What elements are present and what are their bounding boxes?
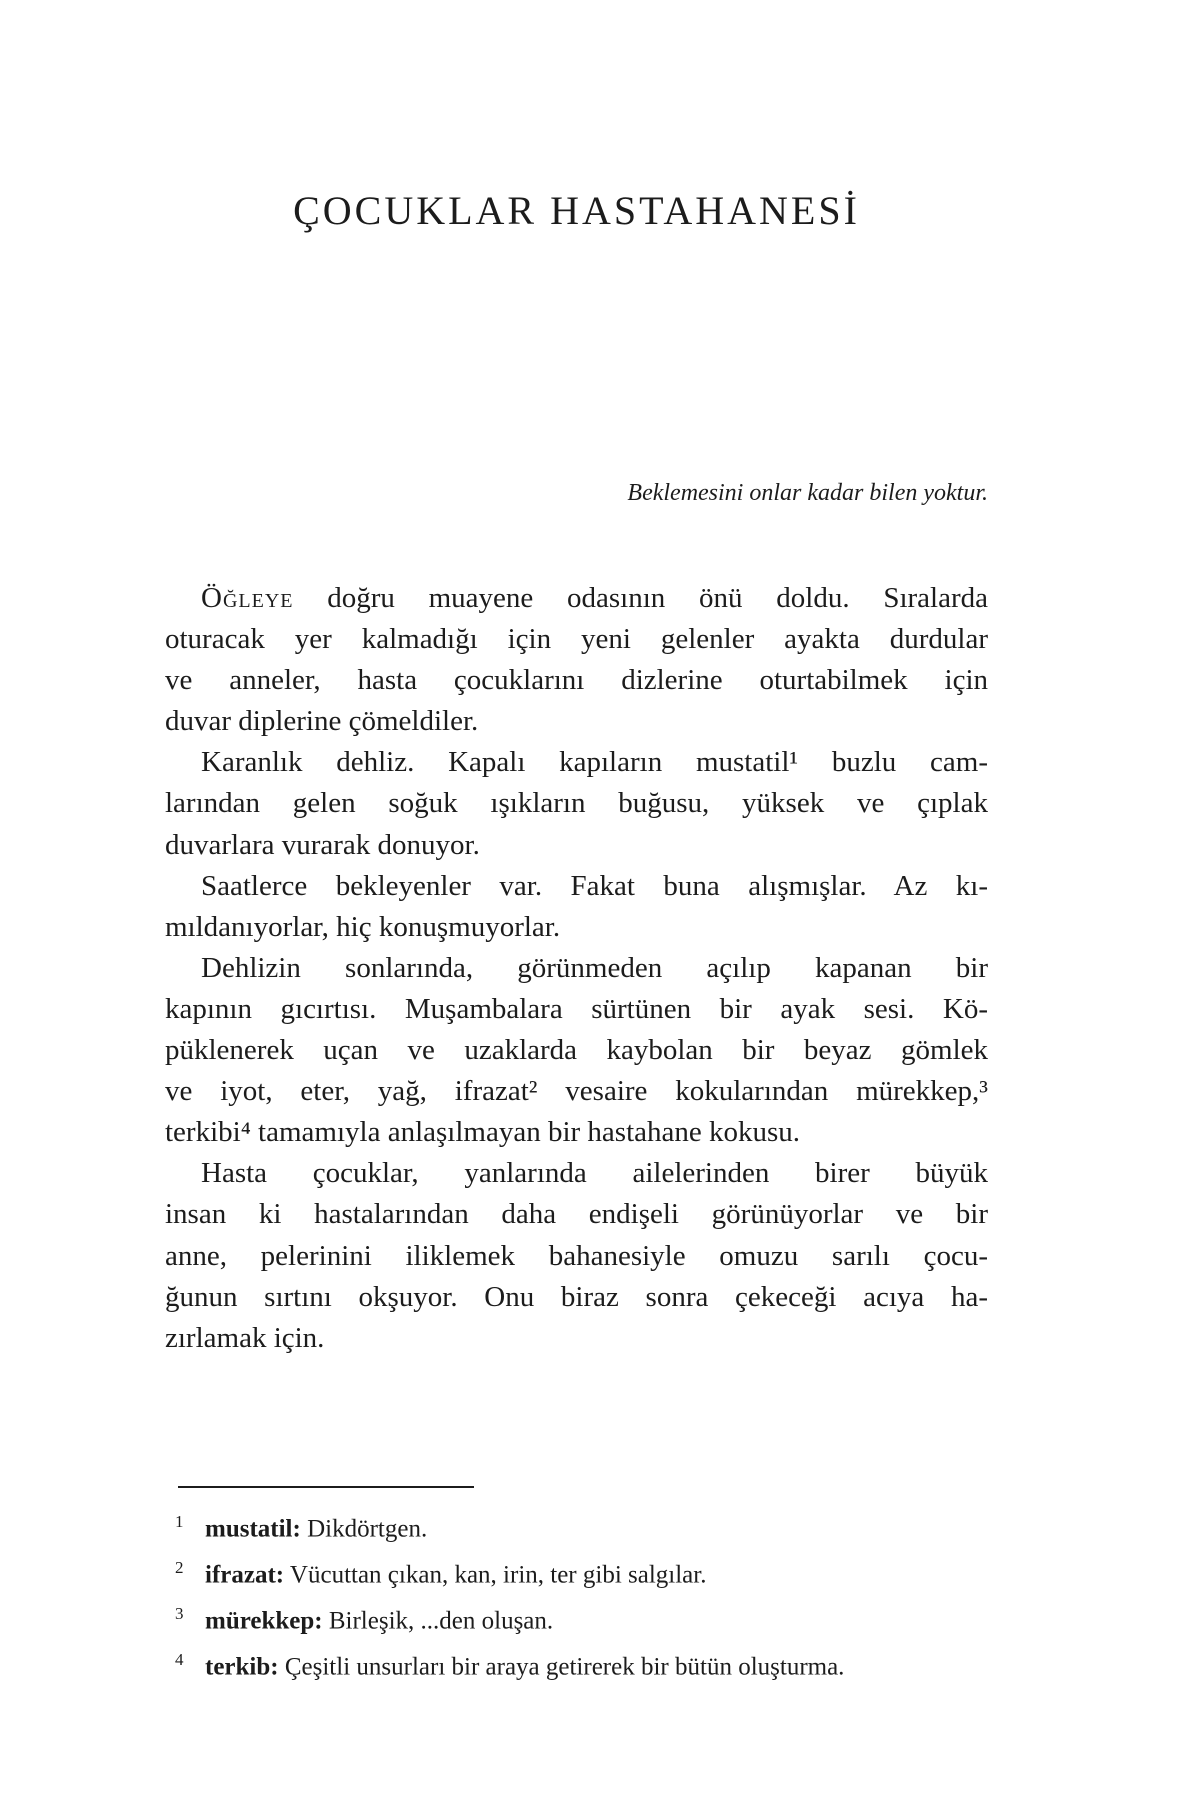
footnote — [165, 1595, 1005, 1641]
body-line: duvarlara vurarak donuyor. — [165, 828, 480, 861]
footnote-number: 2 — [175, 1557, 184, 1577]
page-title: ÇOCUKLAR HASTAHANESİ — [293, 187, 860, 233]
body-line: Saatlerce bekleyenler var. Fakat buna alışmışlar. Az kı- — [201, 869, 988, 902]
footnote-term: ifrazat: — [205, 1561, 285, 1589]
body-line: Hasta çocuklar, yanlarında ailelerinden birer büyük — [201, 1157, 988, 1190]
body-line: ve anneler, hasta çocuklarını dizlerine oturtabilmek için — [165, 664, 988, 697]
body-line: larından gelen soğuk ışıkların buğusu, yüksek ve çıplak — [165, 787, 988, 820]
footnote-number: 1 — [175, 1512, 184, 1531]
body-line: insan ki hastalarından daha endişeli görünüyorlar ve bir — [165, 1198, 988, 1231]
body-line: Dehlizin sonlarında, görünmeden açılıp kapanan bir — [201, 951, 988, 984]
body-line: duvar diplerine çömeldiler. — [165, 705, 479, 738]
footnote — [165, 1503, 1005, 1549]
footnote-definition: Birleşik, ...den oluşan. — [322, 1607, 554, 1635]
footnote-definition: Vücuttan çıkan, kan, irin, ter gibi salgılar. — [284, 1561, 707, 1589]
body-line: kapının gıcırtısı. Muşambalara sürtünen bir ayak sesi. Kö- — [165, 992, 988, 1025]
body-text — [165, 578, 988, 1359]
body-line: püklenerek uçan ve uzaklarda kaybolan bir beyaz gömlek — [165, 1034, 988, 1067]
footnotes — [165, 1503, 1005, 1687]
body-line: ğunun sırtını okşuyor. Onu biraz sonra çekeceği acıya ha- — [165, 1280, 988, 1313]
body-line: oturacak yer kalmadığı için yeni gelenler ayakta durdular — [165, 623, 988, 656]
body-line: mıldanıyorlar, hiç konuşmuyorlar. — [165, 910, 561, 943]
body-line: ve iyot, eter, yağ, ifrazat² vesaire kokularından mürekkep,³ — [165, 1075, 988, 1108]
epigraph: Beklemesini onlar kadar bilen yoktur. — [627, 480, 988, 506]
footnote — [165, 1641, 1005, 1687]
body-line: terkibi⁴ tamamıyla anlaşılmayan bir hastahane kokusu. — [165, 1116, 801, 1149]
footnote-number: 4 — [175, 1649, 184, 1669]
lead-word: Öğleye — [201, 582, 294, 614]
body-line: Öğleye doğru muayene odasının önü doldu. Sıralarda — [201, 582, 988, 614]
footnote-term: mustatil: — [205, 1515, 301, 1543]
footnote-definition: Çeşitli unsurları bir araya getirerek bir bütün oluşturma. — [278, 1653, 845, 1681]
body-line: anne, pelerinini iliklemek bahanesiyle omuzu sarılı çocu- — [165, 1239, 988, 1272]
body-line: zırlamak için. — [165, 1321, 325, 1354]
body-line: Karanlık dehliz. Kapalı kapıların mustatil¹ buzlu cam- — [201, 746, 988, 779]
footnote-term: terkib: — [205, 1653, 279, 1681]
footnote-definition: Dikdörtgen. — [300, 1515, 428, 1543]
footnote-number: 3 — [175, 1603, 184, 1623]
footnote — [165, 1549, 1005, 1595]
footnote-divider — [178, 1486, 474, 1488]
footnote-term: mürekkep: — [205, 1607, 323, 1635]
